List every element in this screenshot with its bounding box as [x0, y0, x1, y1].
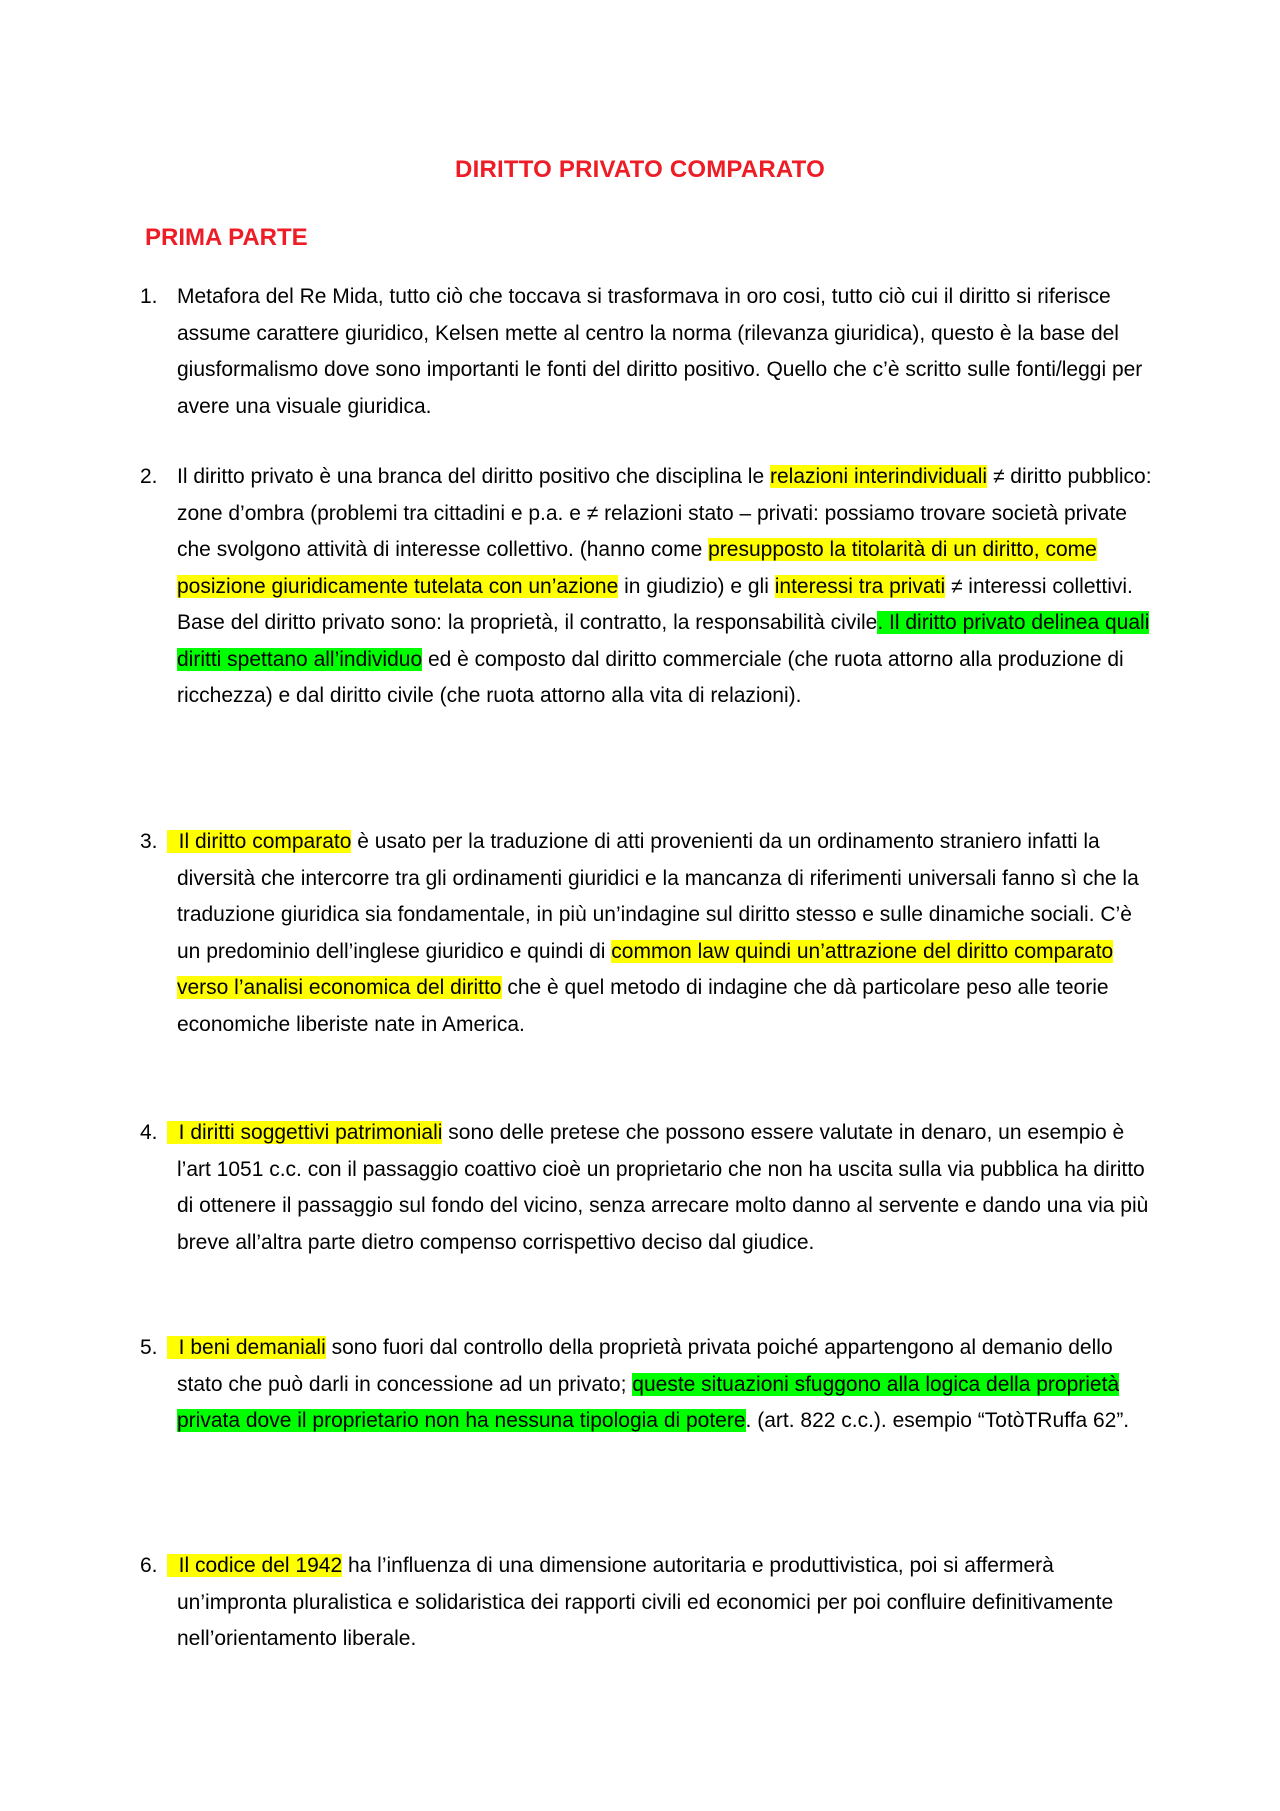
list-item-text: [167, 1548, 1160, 1658]
list-item: [140, 1115, 1160, 1261]
list-number: 2.: [140, 465, 158, 488]
list-item-text: [167, 1115, 1160, 1261]
list-item-text: [167, 1330, 1160, 1440]
highlight-yellow: Il diritto comparato: [167, 830, 352, 853]
list-item-text: [177, 279, 1160, 425]
highlight-yellow: interessi tra privati: [774, 574, 946, 598]
text-segment: sono fuori dal controllo della proprietà privata poiché appartengono al demanio dello stato che può darli in concessione ad un privato;: [177, 1336, 1113, 1396]
text-segment: in giudizio) e gli: [618, 574, 775, 598]
highlight-yellow: relazioni interindividuali: [769, 465, 988, 488]
text-segment: Il diritto privato è una branca del diritto positivo che disciplina le: [177, 465, 770, 488]
text-segment: ≠ interessi collettivi. Base del diritto privato sono: la proprietà, il contratto, la responsabilità civile: [177, 574, 1133, 634]
highlight-yellow: Il codice del 1942: [167, 1554, 343, 1577]
text-segment: che è quel metodo di indagine che dà particolare peso alle teorie economiche liberiste nate in America.: [177, 976, 1109, 1036]
section-title: PRIMA PARTE: [145, 224, 308, 251]
list-item: [140, 459, 1160, 715]
list-item: [140, 824, 1160, 1043]
list-item: [140, 1548, 1160, 1658]
list-item: [140, 279, 1160, 425]
text-segment: . (art. 822 c.c.). esempio “TotòTRuffa 62”.: [745, 1409, 1130, 1432]
list-number: 4.: [140, 1121, 158, 1144]
highlight-yellow: I beni demaniali: [167, 1336, 326, 1359]
list-number: 5.: [140, 1336, 158, 1359]
list-number: 6.: [140, 1554, 158, 1577]
document-title: DIRITTO PRIVATO COMPARATO: [455, 156, 825, 183]
list-number: 3.: [140, 830, 158, 853]
highlight-green: . Il diritto privato delinea quali diritti spettano all’individuo: [177, 611, 1150, 671]
text-segment: è usato per la traduzione di atti provenienti da un ordinamento straniero infatti la diversità che intercorre tra gli ordinamenti giuridici e la mancanza di riferimenti universali fanno sì che la traduzione giuridica sia fondamentale, in più un’indagine sul diritto stesso e sulle dinamiche sociali. C’è un predominio dell’inglese giuridico e quindi di: [177, 830, 1139, 963]
text-segment: ha l’influenza di una dimensione autoritaria e produttivistica, poi si affermerà un’impronta pluralistica e solidaristica dei rapporti civili ed economici per poi confluire definitivamente nell’orientamento liberale.: [177, 1554, 1114, 1650]
list-item-text: [167, 824, 1160, 1043]
text-segment: sono delle pretese che possono essere valutate in denaro, un esempio è l’art 1051 c.c. con il passaggio coattivo cioè un proprietario che non ha uscita sulla via pubblica ha diritto di ottenere il passaggio sul fondo del vicino, senza arrecare molto danno al servente e dando una via più breve all’altra parte dietro compenso corrispettivo deciso dal giudice.: [177, 1121, 1149, 1254]
list-item-text: [177, 459, 1160, 715]
text-segment: Metafora del Re Mida, tutto ciò che toccava si trasformava in oro cosi, tutto ciò cui il diritto si riferisce assume carattere giuridico, Kelsen mette al centro la norma (rilevanza giuridica), questo è la base del giusformalismo dove sono importanti le fonti del diritto positivo. Quello che c’è scritto sulle fonti/leggi per avere una visuale giuridica.: [177, 285, 1143, 418]
highlight-yellow: presupposto la titolarità di un diritto, come posizione giuridicamente tutelata con un’azione: [177, 538, 1097, 598]
text-segment: ≠ diritto pubblico: zone d’ombra (problemi tra cittadini e p.a. e ≠ relazioni stato – privati: possiamo trovare società private che svolgono attività di interesse collettivo. (hanno come: [177, 465, 1152, 561]
text-segment: ed è composto dal diritto commerciale (che ruota attorno alla produzione di ricchezza) e dal diritto civile (che ruota attorno alla vita di relazioni).: [177, 647, 1124, 707]
highlight-yellow: common law quindi un’attrazione del diritto comparato verso l’analisi economica del diritto: [177, 939, 1114, 999]
highlight-yellow: I diritti soggettivi patrimoniali: [167, 1121, 443, 1144]
list-item: [140, 1330, 1160, 1440]
list-number: 1.: [140, 285, 158, 308]
highlight-green: queste situazioni sfuggono alla logica della proprietà privata dove il proprietario non ha nessuna tipologia di potere: [177, 1372, 1120, 1432]
